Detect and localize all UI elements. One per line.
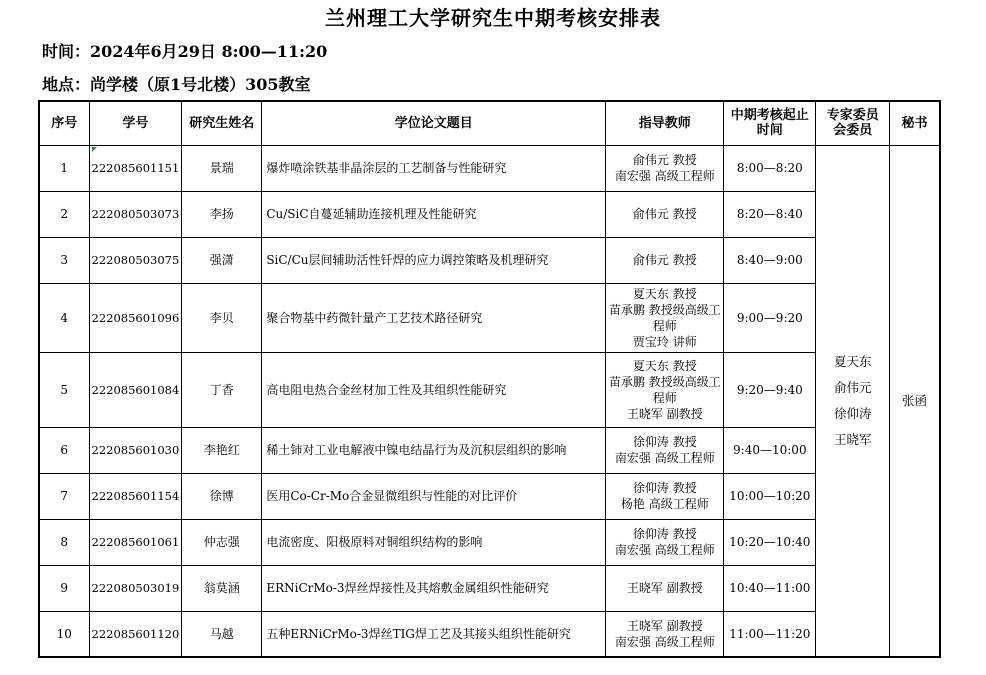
- table-row: [39, 283, 940, 352]
- header-student-id: 学号: [89, 101, 182, 145]
- committee-member: 王晓军: [834, 431, 872, 447]
- table-row: [39, 565, 940, 611]
- header-name: 研究生姓名: [182, 101, 262, 145]
- row-name: 李扬: [182, 191, 262, 237]
- row-advisors: [606, 611, 724, 657]
- advisor-line: 程师: [652, 318, 677, 333]
- row-advisors: [606, 237, 724, 283]
- advisor-line: 贾宝玲 讲师: [632, 334, 697, 349]
- row-time: 9:40—10:00: [724, 427, 816, 473]
- advisor-line: 王晓军 副教授: [626, 406, 703, 421]
- header-row: [39, 101, 940, 145]
- row-advisors: [606, 145, 724, 191]
- row-student-id: 222085601061: [89, 519, 182, 565]
- row-student-id-text: 222085601151: [91, 161, 180, 175]
- row-student-id: 222085601030: [89, 427, 182, 473]
- row-name: 徐博: [182, 473, 262, 519]
- row-advisors: [606, 473, 724, 519]
- row-time: 8:00—8:20: [724, 145, 816, 191]
- row-advisors: [606, 427, 724, 473]
- row-name: 马越: [182, 611, 262, 657]
- table-row: [39, 473, 940, 519]
- row-advisors: [606, 352, 724, 427]
- header-topic: 学位论文题目: [262, 101, 606, 145]
- row-no: 7: [39, 473, 89, 519]
- row-no: 3: [39, 237, 89, 283]
- row-topic: 爆炸喷涂铁基非晶涂层的工艺制备与性能研究: [262, 145, 606, 191]
- advisor-line: 王晓军 副教授: [626, 581, 703, 595]
- row-student-id: 222080503073: [89, 191, 182, 237]
- secretary-cell: 张函: [890, 145, 940, 657]
- row-no: 9: [39, 565, 89, 611]
- header-committee: [816, 101, 890, 145]
- header-time-line1: 中期考核起止: [730, 108, 809, 124]
- row-topic: ERNiCrMo-3焊丝焊接性及其熔敷金属组织性能研究: [262, 565, 606, 611]
- row-advisors: [606, 565, 724, 611]
- advisor-line: 俞伟元 教授: [632, 207, 697, 221]
- row-student-id: [89, 145, 182, 191]
- row-student-id: 222085601084: [89, 352, 182, 427]
- advisor-line: 夏天东 教授: [632, 358, 697, 373]
- row-advisors: [606, 191, 724, 237]
- committee-member: 俞伟元: [834, 379, 872, 395]
- row-no: 8: [39, 519, 89, 565]
- advisor-line: 杨艳 高级工程师: [620, 497, 709, 511]
- advisor-line: 王晓军 副教授: [626, 618, 703, 633]
- row-name: 强潇: [182, 237, 262, 283]
- row-topic: 电流密度、阳极原料对铜组织结构的影响: [262, 519, 606, 565]
- row-time: 8:20—8:40: [724, 191, 816, 237]
- advisor-line: 苗承鹏 教授级高级工: [608, 374, 721, 389]
- advisor-line: 南宏强 高级工程师: [614, 543, 715, 557]
- row-student-id: 222085601096: [89, 283, 182, 352]
- row-time: 11:00—11:20: [724, 611, 816, 657]
- header-advisor: 指导教师: [606, 101, 724, 145]
- page-title: 兰州理工大学研究生中期考核安排表: [325, 6, 661, 30]
- row-topic: 医用Co-Cr-Mo合金显微组织与性能的对比评价: [262, 473, 606, 519]
- row-advisors: [606, 283, 724, 352]
- header-secretary: 秘书: [890, 101, 940, 145]
- row-no: 4: [39, 283, 89, 352]
- row-time: 10:40—11:00: [724, 565, 816, 611]
- row-time: 10:00—10:20: [724, 473, 816, 519]
- row-student-id: 222080503019: [89, 565, 182, 611]
- table-row: [39, 237, 940, 283]
- schedule-table: [38, 100, 941, 658]
- row-name: 翁莫涵: [182, 565, 262, 611]
- advisor-line: 南宏强 高级工程师: [614, 451, 715, 465]
- row-no: 10: [39, 611, 89, 657]
- row-student-id: 222085601154: [89, 473, 182, 519]
- row-topic: 聚合物基中药微针量产工艺技术路径研究: [262, 283, 606, 352]
- exam-location: 地点：尚学楼（原1号北楼）305教室: [42, 75, 311, 94]
- advisor-line: 程师: [652, 390, 677, 405]
- row-time: 9:00—9:20: [724, 283, 816, 352]
- comment-marker-icon: [92, 147, 97, 152]
- advisor-line: 徐仰涛 教授: [632, 435, 697, 449]
- committee-member: 夏天东: [834, 353, 872, 369]
- row-student-id: 222080503075: [89, 237, 182, 283]
- header-committee-line1: 专家委员: [826, 108, 879, 124]
- advisor-line: 南宏强 高级工程师: [614, 169, 715, 183]
- row-topic: 高电阻电热合金丝材加工性及其组织性能研究: [262, 352, 606, 427]
- advisor-line: 徐仰涛 教授: [632, 481, 697, 495]
- row-topic: 五种ERNiCrMo-3焊丝TIG焊工艺及其接头组织性能研究: [262, 611, 606, 657]
- row-topic: Cu/SiC自蔓延辅助连接机理及性能研究: [262, 191, 606, 237]
- advisor-line: 俞伟元 教授: [632, 253, 697, 267]
- exam-time: 时间：2024年6月29日 8:00—11:20: [42, 42, 328, 61]
- committee-cell: [816, 145, 890, 657]
- row-name: 李艳红: [182, 427, 262, 473]
- row-no: 6: [39, 427, 89, 473]
- row-time: 9:20—9:40: [724, 352, 816, 427]
- table-row: [39, 145, 940, 191]
- advisor-line: 南宏强 高级工程师: [614, 634, 715, 649]
- header-time: [724, 101, 816, 145]
- row-name: 景瑞: [182, 145, 262, 191]
- committee-member: 徐仰涛: [834, 405, 872, 421]
- row-name: 仲志强: [182, 519, 262, 565]
- row-advisors: [606, 519, 724, 565]
- advisor-line: 徐仰涛 教授: [632, 527, 697, 541]
- table-row: [39, 611, 940, 657]
- header-time-line2: 时间: [756, 123, 783, 139]
- row-topic: 稀土铈对工业电解液中镍电结晶行为及沉积层组织的影响: [262, 427, 606, 473]
- table-row: [39, 191, 940, 237]
- row-name: 丁香: [182, 352, 262, 427]
- table-row: [39, 519, 940, 565]
- row-name: 李贝: [182, 283, 262, 352]
- row-no: 1: [39, 145, 89, 191]
- advisor-line: 俞伟元 教授: [632, 153, 697, 167]
- row-topic: SiC/Cu层间辅助活性钎焊的应力调控策略及机理研究: [262, 237, 606, 283]
- row-time: 8:40—9:00: [724, 237, 816, 283]
- header-committee-line2: 会委员: [833, 123, 873, 139]
- header-no: 序号: [39, 101, 89, 145]
- row-time: 10:20—10:40: [724, 519, 816, 565]
- advisor-line: 苗承鹏 教授级高级工: [608, 302, 721, 317]
- row-no: 2: [39, 191, 89, 237]
- advisor-line: 夏天东 教授: [632, 286, 697, 301]
- table-row: [39, 352, 940, 427]
- table-row: [39, 427, 940, 473]
- row-no: 5: [39, 352, 89, 427]
- row-student-id: 222085601120: [89, 611, 182, 657]
